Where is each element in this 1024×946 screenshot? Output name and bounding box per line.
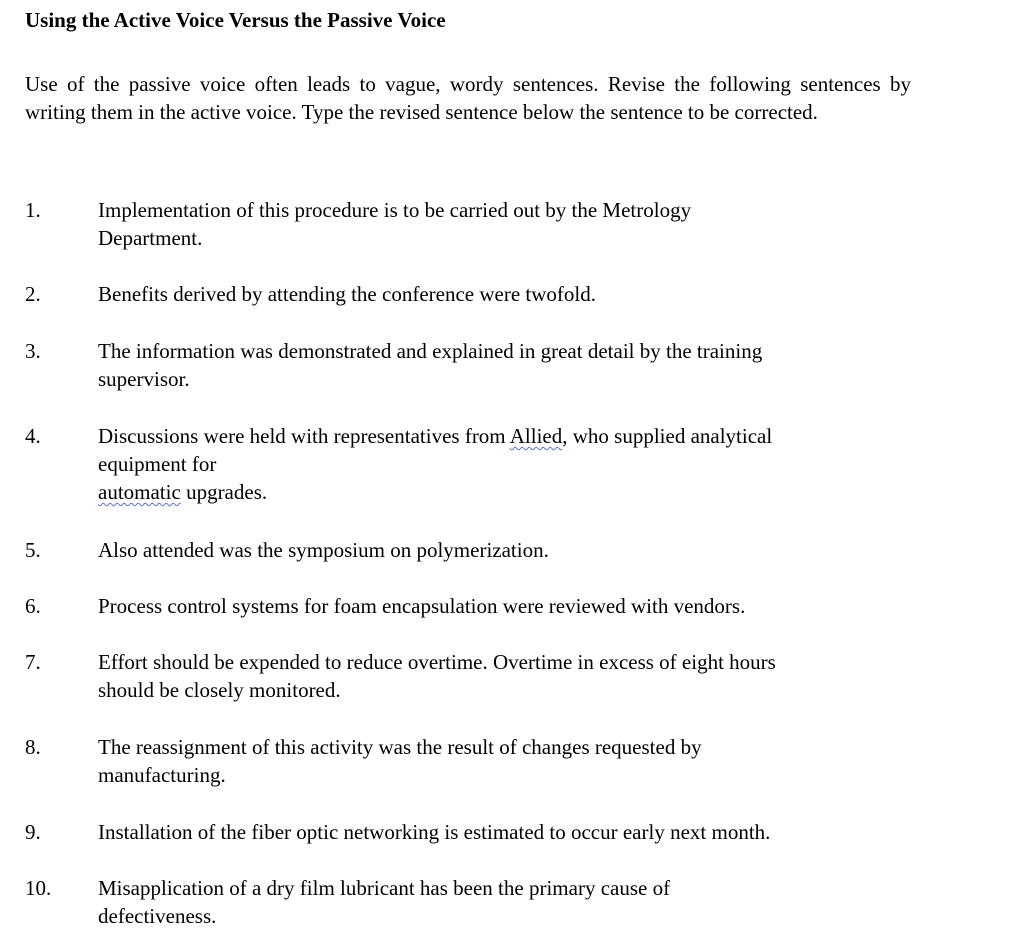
item-number: 4. — [25, 424, 41, 448]
item-line: The information was demonstrated and explained in great detail by the training — [98, 339, 763, 363]
item-text-segment: , who supplied analytical — [562, 424, 773, 448]
item-line: Department. — [98, 226, 203, 250]
item-number: 8. — [25, 735, 41, 759]
item-number: 5. — [25, 538, 41, 562]
item-line: equipment for — [98, 452, 217, 476]
item-text — [98, 874, 898, 930]
instructions-text: Use of the passive voice often leads to vague, wordy sentences. Revise the following sentences by writing them in the active voice. Type the revised sentence below the sentence to be corrected. — [25, 72, 911, 124]
item-text — [98, 422, 898, 506]
item-text — [98, 280, 898, 308]
item-text — [98, 733, 898, 789]
item-text — [98, 648, 898, 704]
item-line: The reassignment of this activity was the result of changes requested by — [98, 735, 702, 759]
item-line: Installation of the fiber optic networking is estimated to occur early next month. — [98, 820, 771, 844]
item-text — [98, 196, 898, 252]
spelling-flagged-word[interactable]: automatic — [98, 480, 181, 504]
item-line — [98, 422, 898, 450]
item-line: Benefits derived by attending the conference were twofold. — [98, 282, 596, 306]
item-number: 3. — [25, 339, 41, 363]
item-line: defectiveness. — [98, 904, 217, 928]
item-line — [98, 478, 898, 506]
spelling-flagged-word[interactable]: Allied — [509, 424, 563, 448]
item-line: Implementation of this procedure is to be carried out by the Metrology — [98, 198, 692, 222]
item-number: 9. — [25, 820, 41, 844]
page-title: Using the Active Voice Versus the Passive Voice — [25, 8, 446, 32]
item-number: 1. — [25, 198, 41, 222]
item-line: should be closely monitored. — [98, 678, 341, 702]
item-text — [98, 818, 898, 846]
item-line: Process control systems for foam encapsulation were reviewed with vendors. — [98, 594, 746, 618]
item-text-segment: Discussions were held with representatives from — [98, 424, 510, 448]
item-number: 6. — [25, 594, 41, 618]
item-number: 7. — [25, 650, 41, 674]
item-line: Misapplication of a dry film lubricant has been the primary cause of — [98, 876, 671, 900]
item-number: 10. — [25, 876, 52, 900]
item-line: manufacturing. — [98, 763, 226, 787]
item-text — [98, 536, 898, 564]
item-line: supervisor. — [98, 367, 190, 391]
instructions-paragraph — [25, 70, 911, 126]
item-text-segment: upgrades. — [180, 480, 268, 504]
item-text — [98, 337, 898, 393]
item-line: Also attended was the symposium on polymerization. — [98, 538, 549, 562]
item-line: Effort should be expended to reduce overtime. Overtime in excess of eight hours — [98, 650, 776, 674]
item-text — [98, 592, 898, 620]
item-number: 2. — [25, 282, 41, 306]
